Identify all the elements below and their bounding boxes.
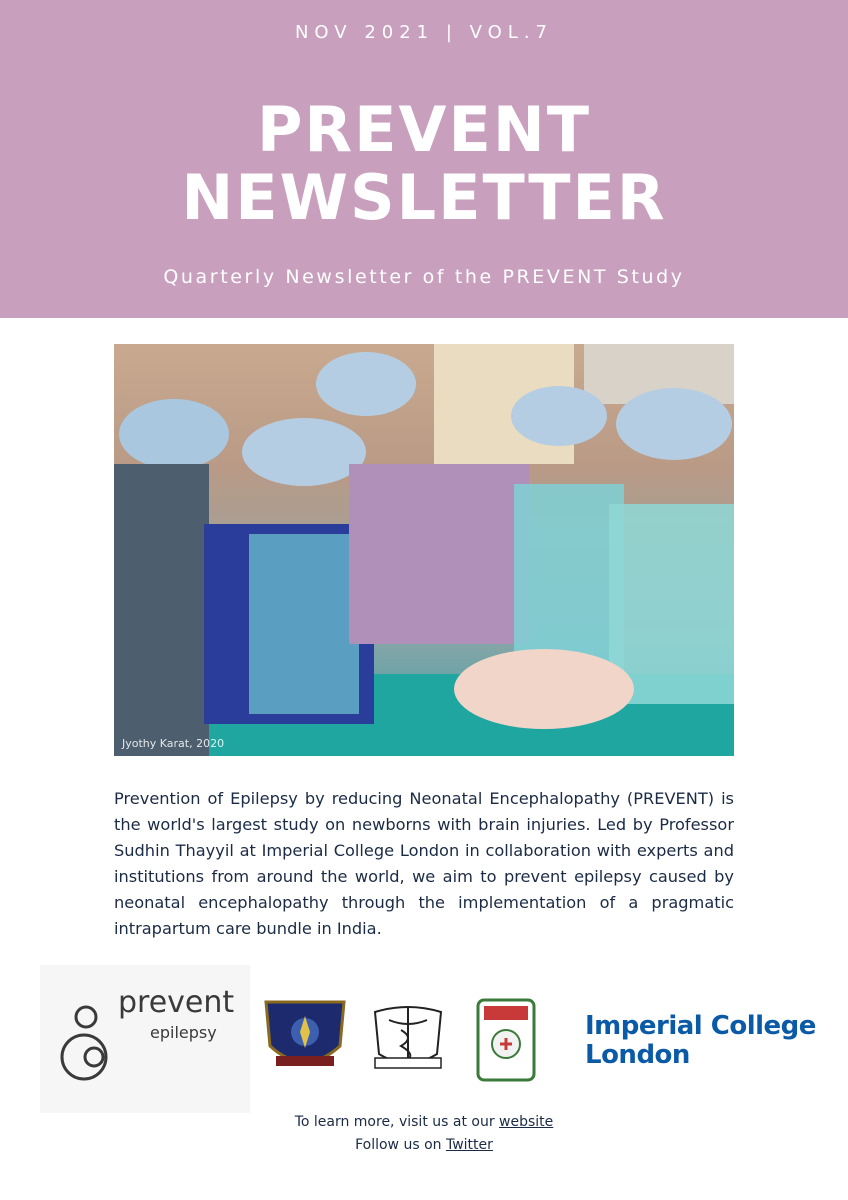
prevent-epilepsy-logo <box>40 965 250 1113</box>
imperial-logo-line-1: Imperial College <box>585 1011 816 1041</box>
intro-paragraph: Prevention of Epilepsy by reducing Neonatal Encephalopathy (PREVENT) is the world's largest study on newborns with brain injuries. Led by Professor Sudhin Thayyil at Imperial College London in collaboration with experts and institutions from around the world, we aim to prevent epilepsy caused by neonatal encephalopathy through the implementation of a pragmatic intrapartum care bundle in India. <box>114 789 734 938</box>
imperial-college-logo <box>585 1012 816 1070</box>
learn-more-line <box>0 1114 848 1130</box>
hero-photo-illustration <box>114 344 734 756</box>
title-line-2: NEWSLETTER <box>181 161 667 234</box>
newsletter-header <box>0 0 848 318</box>
photo-credit: Jyothy Karat, 2020 <box>122 737 225 750</box>
medical-college-emblem-icon <box>369 1000 447 1076</box>
institute-medical-sciences-seal-icon <box>476 998 536 1082</box>
learn-more-text: To learn more, visit us at our <box>294 1114 500 1130</box>
newsletter-subtitle: Quarterly Newsletter of the PREVENT Study <box>163 266 685 288</box>
prevent-logo-text: prevent <box>118 985 235 1020</box>
hero-photo <box>114 344 734 756</box>
follow-us-line <box>0 1137 848 1153</box>
website-link[interactable]: website <box>499 1114 554 1130</box>
newsletter-title <box>0 93 848 234</box>
imperial-logo-line-2: London <box>585 1040 690 1070</box>
title-line-1: PREVENT <box>256 93 592 166</box>
prevent-mother-child-icon <box>56 1005 118 1085</box>
issue-label: NOV 2021 | VOL.7 <box>294 22 554 43</box>
twitter-link[interactable]: Twitter <box>445 1137 493 1153</box>
bangalore-institute-crest-icon <box>262 996 348 1076</box>
follow-us-text: Follow us on <box>355 1137 446 1153</box>
epilepsy-logo-text: epilepsy <box>150 1023 217 1042</box>
